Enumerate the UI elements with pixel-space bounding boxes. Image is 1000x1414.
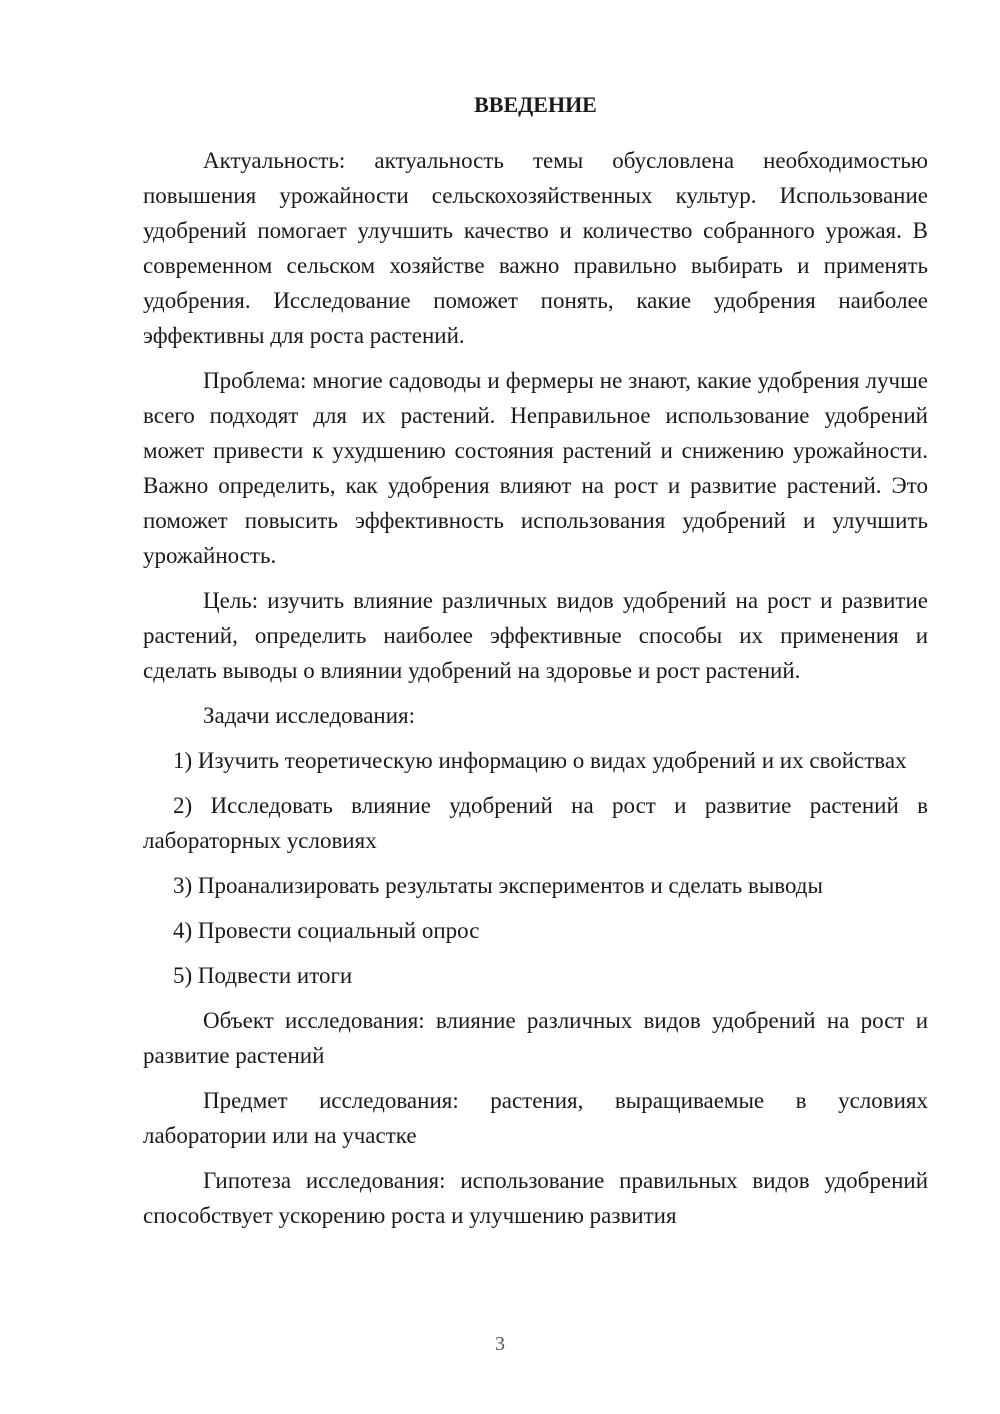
- list-item: 2) Исследовать влияние удобрений на рост и развитие растений в лабораторных условиях: [143, 793, 928, 853]
- list-item: 4) Провести социальный опрос: [173, 918, 480, 943]
- paragraph-relevance: Актуальность: актуальность темы обусловлена необходимостью повышения урожайности сельскохозяйственных культур. Использование удобрений помогает улучшить качество и количество собранного урожая. В современном сельском хозяйстве важно правильно выбирать и применять удобрения. Исследование поможет понять, какие удобрения наиболее эффективны для роста растений.: [143, 148, 928, 348]
- paragraph-goal: Цель: изучить влияние различных видов удобрений на рост и развитие растений, определить наиболее эффективные способы их применения и сделать выводы о влиянии удобрений на здоровье и рост растений.: [143, 588, 928, 683]
- tasks-list: [143, 743, 928, 993]
- list-item: 3) Проанализировать результаты экспериментов и сделать выводы: [173, 873, 823, 898]
- paragraph-subject: Предмет исследования: растения, выращиваемые в условиях лаборатории или на участке: [143, 1088, 928, 1148]
- paragraph-hypothesis: Гипотеза исследования: использование правильных видов удобрений способствует ускорению роста и улучшению развития: [143, 1168, 928, 1228]
- paragraph-problem: Проблема: многие садоводы и фермеры не знают, какие удобрения лучше всего подходят для их растений. Неправильное использование удобрений может привести к ухудшению состояния растений и снижению урожайности. Важно определить, как удобрения влияют на рост и развитие растений. Это поможет повысить эффективность использования удобрений и улучшить урожайность.: [143, 368, 928, 568]
- list-item: 1) Изучить теоретическую информацию о видах удобрений и их свойствах: [173, 748, 907, 773]
- list-item: 5) Подвести итоги: [173, 963, 353, 988]
- tasks-heading: Задачи исследования:: [203, 703, 416, 728]
- document-page: [143, 90, 928, 1243]
- paragraph-object: Объект исследования: влияние различных видов удобрений на рост и развитие растений: [143, 1008, 928, 1068]
- page-title: ВВЕДЕНИЕ: [474, 92, 597, 117]
- page-number: 3: [495, 1333, 505, 1355]
